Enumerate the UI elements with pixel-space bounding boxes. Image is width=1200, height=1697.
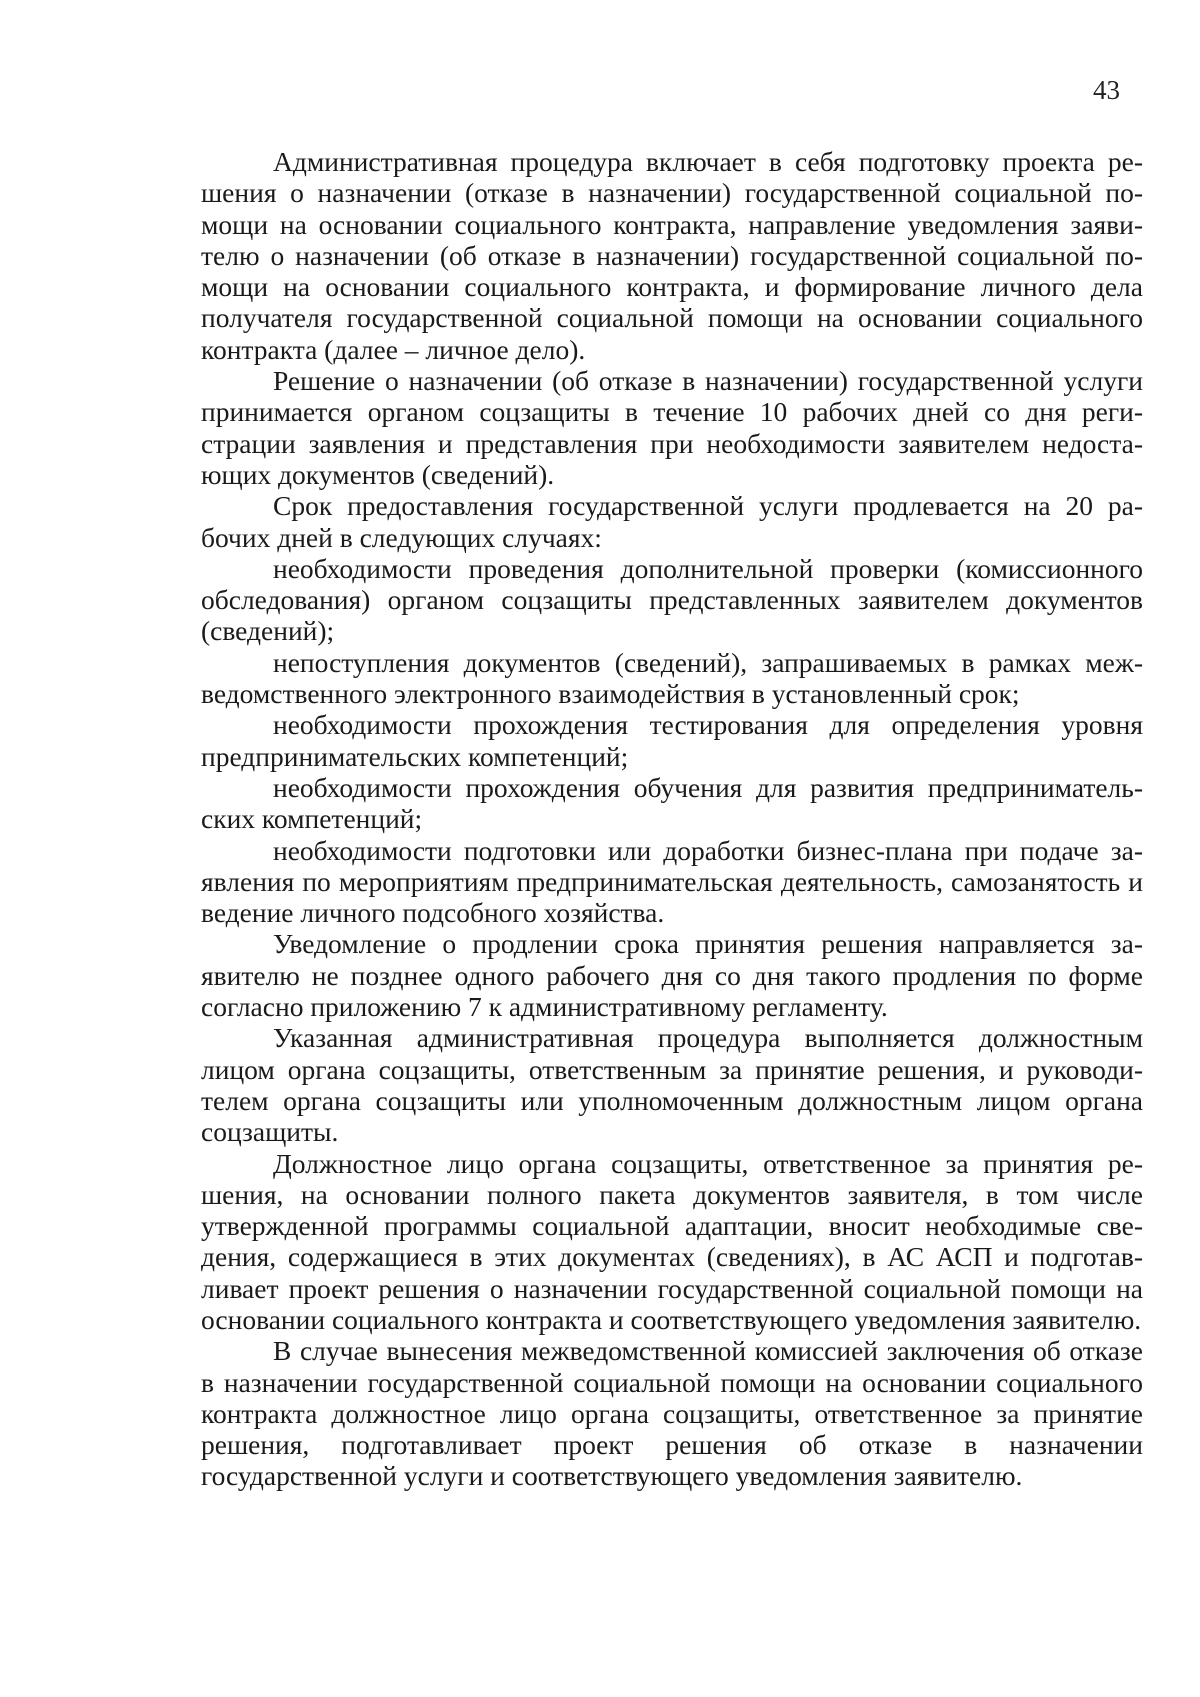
paragraph: В случае вынесения межведомственной комиссией заключения об отказе в назначении государственной социальной помощи на основании социального контракта должностное лицо органа соцзащиты, ответственное за принятие решения, подготавливает проект решения об отказе в назначении государственной услуги и соответствующего уведомления заявителю. <box>201 1335 1143 1492</box>
page-number: 43 <box>1093 75 1120 105</box>
body-text <box>201 146 1143 1492</box>
paragraph: Указанная административная процедура выполняется должностным лицом органа соцзащиты, ответственным за принятие решения, и руководителем органа соцзащиты или уполномоченным должностным лицом органа соцзащиты. <box>201 1022 1143 1148</box>
list-item: необходимости подготовки или доработки бизнес-плана при подаче заявления по мероприятиям предпринимательская деятельность, самозанятость и ведение личного подсобного хозяйства. <box>201 834 1143 929</box>
list-item: необходимости проведения дополнительной проверки (комиссионного обследования) органом соцзащиты представленных заявителем документов (сведений); <box>201 552 1143 647</box>
list-item: необходимости прохождения обучения для развития предпринимательских компетенций; <box>201 771 1143 835</box>
list-item: непоступления документов (сведений), запрашиваемых в рамках межведомственного электронного взаимодействия в установленный срок; <box>201 646 1143 710</box>
list-item: необходимости прохождения тестирования для определения уровня предпринимательских компетенций; <box>201 709 1143 772</box>
paragraph: Должностное лицо органа соцзащиты, ответственное за принятия решения, на основании полного пакета документов заявителя, в том числе утвержденной программы социальной адаптации, вносит необходимые сведения, содержащиеся в этих документах (сведениях), в АС АСП и подготавливает проект решения о назначении государственной социальной помощи на основании социального контракта и соответствующего уведомления заявителю. <box>201 1147 1143 1335</box>
paragraph: Срок предоставления государственной услуги продлевается на 20 рабочих дней в следующих случаях: <box>201 490 1143 553</box>
paragraph: Уведомление о продлении срока принятия решения направляется заявителю не позднее одного рабочего дня со дня такого продления по форме согласно приложению 7 к административному регламенту. <box>201 928 1143 1023</box>
paragraph: Решение о назначении (об отказе в назначении) государственной услуги принимается органом соцзащиты в течение 10 рабочих дней со дня регистрации заявления и представления при необходимости заявителем недостающих документов (сведений). <box>201 365 1143 490</box>
paragraph: Административная процедура включает в себя подготовку проекта решения о назначении (отказе в назначении) государственной социальной помощи на основании социального контракта, направление уведомления заявителю о назначении (об отказе в назначении) государственной социальной помощи на основании социального контракта, и формирование личного дела получателя государственной социальной помощи на основании социального контракта (далее – личное дело). <box>201 146 1143 365</box>
